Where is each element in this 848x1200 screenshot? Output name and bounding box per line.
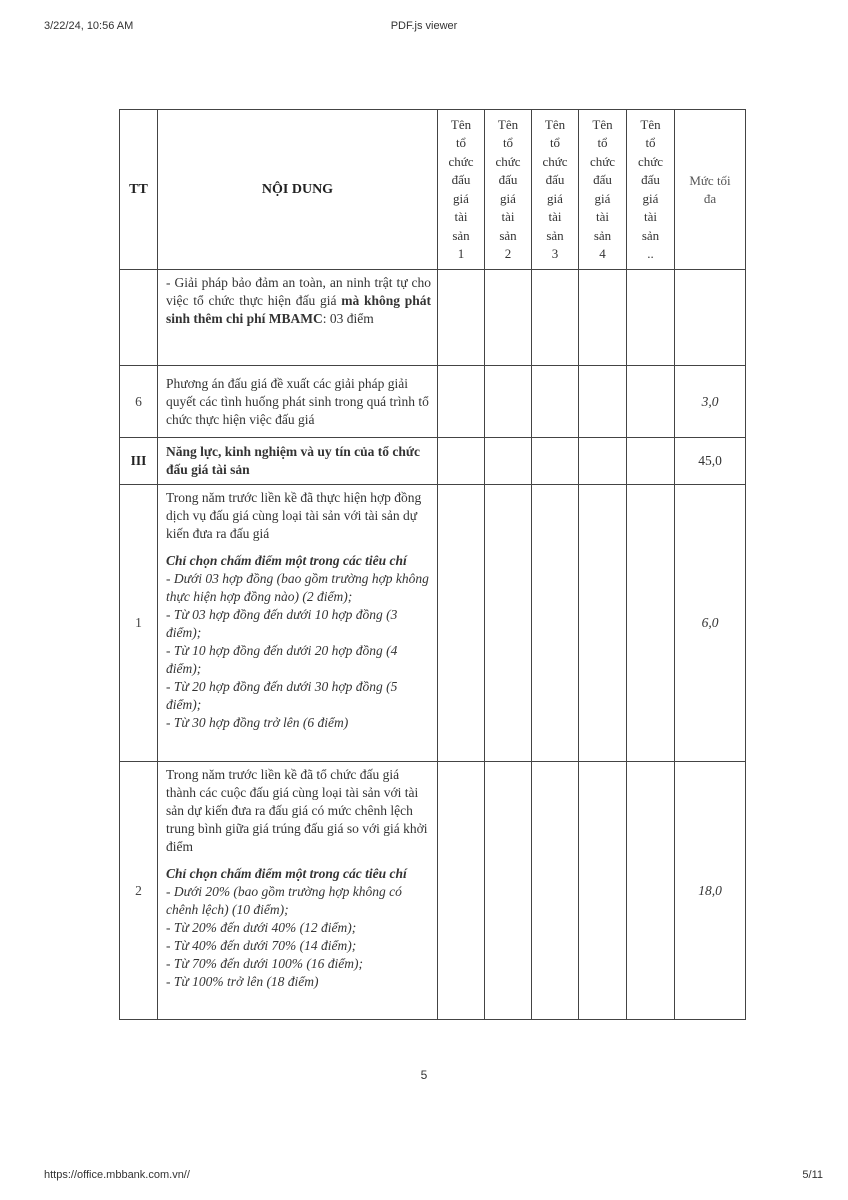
org-3-cell [532, 366, 579, 438]
row-tt: 6 [120, 366, 158, 438]
print-page-count: 5/11 [802, 1169, 823, 1181]
browser-print-header [0, 20, 848, 34]
header-tt: TT [120, 110, 158, 270]
row-6-text: Phương án đấu giá đề xuất các giải pháp giải quyết các tình huống phát sinh trong quá trình tổ chức thực hiện việc đấu giá [158, 366, 438, 438]
org-2-cell [485, 438, 532, 485]
row-tt: 1 [120, 485, 158, 762]
criteria-item: - Từ 100% trở lên (18 điểm) [166, 974, 319, 989]
header-org-4: Tên tổ chức đấu giá tài sản 4 [579, 110, 627, 270]
criteria-item: - Từ 03 hợp đồng đến dưới 10 hợp đồng (3 điểm); [166, 607, 398, 640]
header-org-1: Tên tổ chức đấu giá tài sản 1 [438, 110, 485, 270]
criteria-heading: Chỉ chọn chấm điểm một trong các tiêu chí [166, 866, 407, 881]
section-title: Năng lực, kinh nghiệm và uy tín của tổ chức đấu giá tài sản [158, 438, 438, 485]
header-content: NỘI DUNG [158, 110, 438, 270]
row-1-text: Trong năm trước liền kề đã thực hiện hợp đồng dịch vụ đấu giá cùng loại tài sản với tài sản dự kiến đưa ra đấu giá Chỉ chọn chấm điểm một trong các tiêu chí - Dưới 03 hợp đồng (bao gồm trường hợp không thực hiện hợp đồng nào) (2 điểm); - Từ 03 hợp đồng đến dưới 10 hợp đồng (3 điểm); - Từ 10 hợp đồng đến dưới 20 hợp đồng (4 điểm); - Từ 20 hợp đồng đến dưới 30 hợp đồng (5 điểm); - Từ 30 hợp đồng trở lên (6 điểm) [158, 485, 438, 762]
org-1-cell [438, 485, 485, 762]
section-number: III [120, 438, 158, 485]
criteria-item: - Từ 70% đến dưới 100% (16 điểm); [166, 956, 364, 971]
security-solution-text: - Giải pháp bảo đảm an toàn, an ninh trật tự cho việc tổ chức thực hiện đấu giá mà không phát sinh thêm chi phí MBAMC: 03 điểm [158, 270, 438, 366]
org-3-cell [532, 438, 579, 485]
org-more-cell [627, 366, 675, 438]
org-2-cell [485, 485, 532, 762]
page-number: 5 [420, 1068, 428, 1082]
criteria-item: - Dưới 03 hợp đồng (bao gồm trường hợp không thực hiện hợp đồng nào) (2 điểm); [166, 571, 429, 604]
org-2-cell [485, 366, 532, 438]
criteria-item: - Từ 20% đến dưới 40% (12 điểm); [166, 920, 357, 935]
criteria-item: - Từ 40% đến dưới 70% (14 điểm); [166, 938, 357, 953]
table-row [120, 762, 746, 1020]
org-2-cell [485, 270, 532, 366]
row-tt [120, 270, 158, 366]
max-score-cell: 45,0 [675, 438, 746, 485]
org-3-cell [532, 485, 579, 762]
org-more-cell [627, 438, 675, 485]
table-header-row [120, 110, 746, 270]
evaluation-table [119, 109, 746, 1020]
header-max-score: Mức tối đa [675, 110, 746, 270]
org-more-cell [627, 485, 675, 762]
criteria-heading: Chỉ chọn chấm điểm một trong các tiêu chí [166, 553, 407, 568]
row-2-text: Trong năm trước liền kề đã tổ chức đấu giá thành các cuộc đấu giá cùng loại tài sản với tài sản dự kiến đưa ra đấu giá có mức chênh lệch trung bình giữa giá trúng đấu giá so với giá khởi điểm Chỉ chọn chấm điểm một trong các tiêu chí - Dưới 20% (bao gồm trường hợp không có chênh lệch) (10 điểm); - Từ 20% đến dưới 40% (12 điểm); - Từ 40% đến dưới 70% (14 điểm); - Từ 70% đến dưới 100% (16 điểm); - Từ 100% trở lên (18 điểm) [158, 762, 438, 1020]
print-datetime: 3/22/24, 10:56 AM [44, 20, 134, 32]
max-score-cell: 6,0 [675, 485, 746, 762]
org-1-cell [438, 366, 485, 438]
header-org-more: Tên tổ chức đấu giá tài sản .. [627, 110, 675, 270]
org-4-cell [579, 366, 627, 438]
criteria-item: - Từ 20 hợp đồng đến dưới 30 hợp đồng (5 điểm); [166, 679, 398, 712]
org-4-cell [579, 762, 627, 1020]
header-org-3: Tên tổ chức đấu giá tài sản 3 [532, 110, 579, 270]
org-4-cell [579, 438, 627, 485]
header-org-2: Tên tổ chức đấu giá tài sản 2 [485, 110, 532, 270]
table-row [120, 270, 746, 366]
table-row [120, 485, 746, 762]
org-1-cell [438, 438, 485, 485]
print-title: PDF.js viewer [390, 20, 458, 32]
browser-print-footer [0, 1169, 848, 1183]
section-row [120, 438, 746, 485]
max-score-cell: 18,0 [675, 762, 746, 1020]
org-more-cell [627, 270, 675, 366]
org-4-cell [579, 485, 627, 762]
table-row [120, 366, 746, 438]
max-score-cell [675, 270, 746, 366]
criteria-item: - Từ 30 hợp đồng trở lên (6 điểm) [166, 715, 349, 730]
print-url: https://office.mbbank.com.vn// [44, 1169, 190, 1181]
row-tt: 2 [120, 762, 158, 1020]
org-1-cell [438, 270, 485, 366]
criteria-item: - Dưới 20% (bao gồm trường hợp không có chênh lệch) (10 điểm); [166, 884, 402, 917]
org-4-cell [579, 270, 627, 366]
org-2-cell [485, 762, 532, 1020]
org-3-cell [532, 762, 579, 1020]
max-score-cell: 3,0 [675, 366, 746, 438]
org-3-cell [532, 270, 579, 366]
org-more-cell [627, 762, 675, 1020]
org-1-cell [438, 762, 485, 1020]
criteria-item: - Từ 10 hợp đồng đến dưới 20 hợp đồng (4 điểm); [166, 643, 398, 676]
